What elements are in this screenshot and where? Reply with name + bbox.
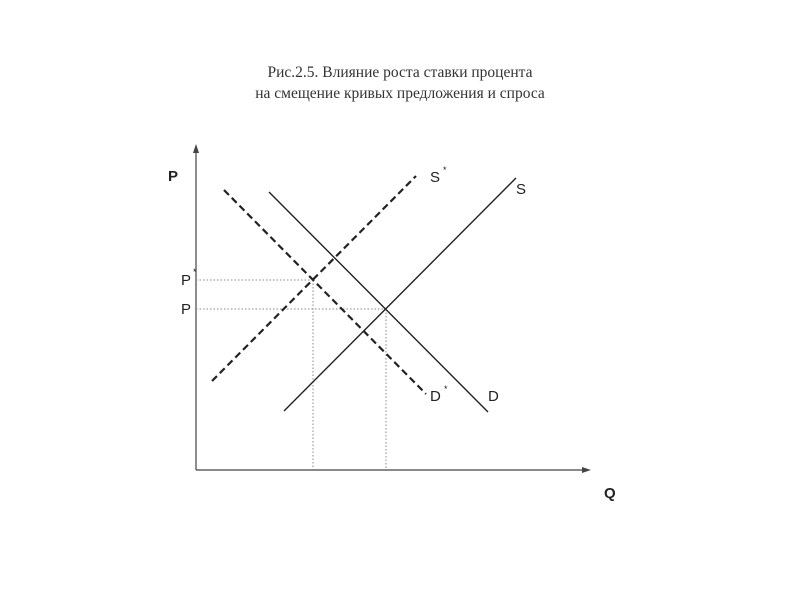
y-axis-label: P xyxy=(168,168,179,185)
demand-curve-d-star xyxy=(224,190,426,394)
p-label: P xyxy=(181,301,192,318)
y-axis-arrow xyxy=(193,144,199,153)
p-star-asterisk: * xyxy=(193,267,197,277)
s-label: S xyxy=(516,181,527,198)
d-star-asterisk: * xyxy=(444,384,448,394)
supply-curve-s xyxy=(284,178,516,411)
d-label: D xyxy=(488,388,499,405)
caption-line-2: на смещение кривых предложения и спроса xyxy=(255,85,545,102)
x-axis-label: Q xyxy=(604,485,616,502)
x-axis-arrow xyxy=(582,467,591,473)
s-star-asterisk: * xyxy=(443,165,447,175)
demand-curve-d xyxy=(269,192,488,412)
d-star-label: D xyxy=(430,388,441,405)
p-star-label: P xyxy=(181,272,192,289)
s-star-label: S xyxy=(430,169,441,186)
supply-curve-s-star xyxy=(212,176,416,381)
caption-line-1: Рис.2.5. Влияние роста ставки процента xyxy=(267,64,533,81)
